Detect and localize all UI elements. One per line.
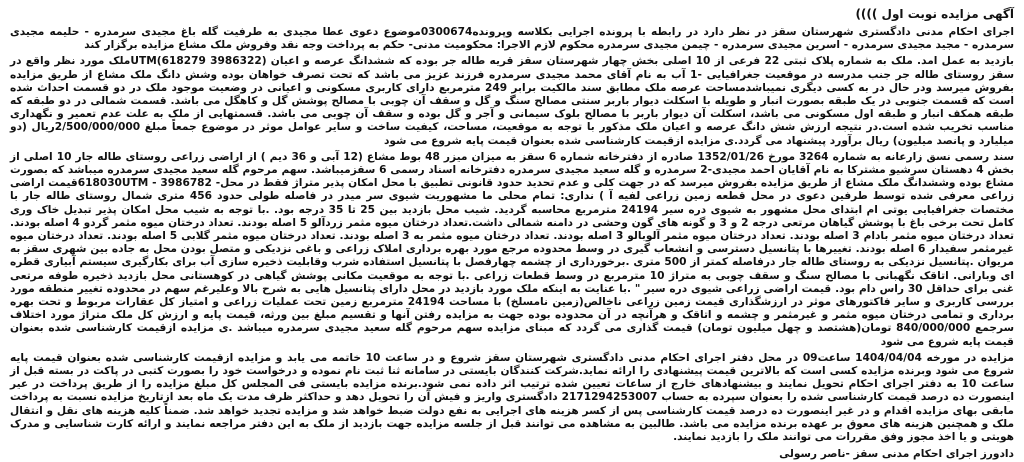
header-paragraph: اجرای احکام مدنی دادگستری شهرستان سقز در نظر دارد در رابطه با پرونده اجرایی بکلاسه وپرونده0300674موضوع دعوی عطا مجیدی به طرفیت گله باغ مجیدی سرمدره - حلیمه مجیدی سرمدره - مجید مجیدی سرمدره - اسرین مجیدی سرمدره - چیمن مجیدی سرمدره محکوم لازم الاجرا: محکومیت مدنی- حکم به پرداخت وجه نقد وفروش ملک مشاع مزایده برگزار کند bbox=[10, 26, 1015, 52]
paragraph-3: مزایده در مورخه 1404/04/04 ساعت09 در محل دفتر اجرای احکام مدنی دادگستری شهرستان سقز شروع و در ساعت 10 خاتمه می یابد و مزایده ازقیمت کارشناسی شده بعنوان قیمت پایه شروع می شود وبرنده مزایده کسی است که بالاترین قیمت پیشنهادی را ارائه نماید.شرکت کنندگان بایستی در سامانه ثنا ثبت نام نموده و درخواست خود را بصورت کتبی در پاکت در بسته قبل از ساعت 10 به دفتر اجرای احکام تحویل نمایند و بیشنهادهای خارج از ساعات تعیین شده ترتیب اثر داده نمی شود.برنده مزایده بایستی فی المجلس کل مبلغ مزایده را از طریق پرداخت در عیر اینصورت ده درصد قیمت کارشناسی شده را بعنوان سپرده به حساب 2171294253007 دادگستری واریز و فیش آن را تحویل دهد و حداکثر ظرف مدت یک ماه بعد ازتاریخ مزایده نسبت به پرداخت مابقی بهای مزایده اقدام و در غیر اینصورت ده درصد قیمت کارشناسی پس از کسر هزینه های اجرایی به نفع دولت ضبط خواهد شد و مزایده تجدید خواهد شد. ضمناً کلیه هزینه های نقل و انتقال ملک و همچنین هزینه های معوق بر عهده برنده مزایده می باشد. طالبین به مشاهده می توانند قبل از جلسه مزایده جهت بازدید از ملک به این دفتر مراجعه نمایند و ارائه کارت شناسایی و مدرک هویتی و یا اخذ مجوز وفق مقررات می توانند ملک را بازدید نمایند. bbox=[10, 351, 1014, 444]
paragraph-1: بازدید به عمل امد. ملک به شماره پلاک ثبتی 22 فرعی از 10 اصلی بخش چهار شهرستان سقز قریه طاله جر بوده که ششدانگ عرصه و اعیان (UTM(618279 3986322ملک مورد نظر واقع در سقز روستای طاله جر جنب مدرسه در موقعیت جغرافیایی -1 آب به نام آقای محمد مجیدی سرمدره فرزند عزیز می باشد که تحت تصرف خواهان بوده وشش دانگ ملک مشاع از طریق مزایده بفروش میرسد ودر حال در به کسی دیگری نمیباشدمساحت عرصه ملک مطابق سند مالکیت برابر 249 مترمربع دارای کاربری مسکونی و اعیانی در وضعیت موجود ملک در دو قسمت احداث شده است که قسمت جنوبی در یک طبقه بصورت انبار و طویله با اسکلت دیوار باربر سنتی مصالح سنگ و گل و سقف آن چوبی با مصالح پوشش گل و کاهگل می باشد. قسمت شمالی در دو طبقه که طبقه همکف انبار و طبقه اول مسکونی می باشد، اسکلت آن دیوار باربر با مصالح بلوک سیمانی و آجر و گل بوده و سقف آن چوبی می باشد. قسمتهایی از ملک به علت عدم تعمیر و نگهداری مناسب تخریب شده است.در نتیجه ارزش شش دانگ عرصه و اعیان ملک مذکور با توجه به موقعیت، مساحت، کیفیت ساخت و سایر عوامل موثر در موضوع جمعاً مبلغ 2/500/000/000ریال (دو میلیارد و پانصد میلیون) ریال برآورد پیشنهاد می گردد.ی مزایده ازقیمت کارشناسی شده بعنوان قیمت پایه شروع می شود bbox=[10, 55, 1014, 147]
paragraph-2: سند رسمی نسق زارعانه به شماره 3264 مورخ 1352/01/26 صادره از دفترخانه شماره 6 سقز به میزان میزر 48 بوط مشاع (12 آبی و 36 دیم ) از اراضی زراعی روستای طاله جار 10 اصلی از بخش 4 دهستان سرشیو مشترکا به نام آقایان احمد مجیدی-2 سرمدره و گله سعید مجیدی سرمدره دفترخانه اسناد رسمی 6 سقزمیباشد. سهم مرحوم گله سعید مجیدی سرمدره میباشد که بصورت مشاع بوده وششدانگ ملک مشاع از طریق مزایده بفروش میرسد که در جهت کلی و عدم تحدید حدود قانونی تطبیق با محل امکان پذیر متراژ فقط در محل- 3986782 - 618030UTMقیمت اراضی زراعی معرفی شده توسط طرفین دعوی در محل قطعه زمین زراعی لفیه آ ) نداری: تمام محلی ما مشهوریت شیوی سر میدر در فاصله طولی حدود 456 متری شمال روستای طاله جار با مختصات جغرافیایی یوتی ام ابتدای محل مشهور به شیوی دره سیر 24194 مترمربع محاسبه گردید. شیب محل بازدید بین 25 تا 35 درجه بود. .با توجه به شیب محل امکان پذیر تبدیل خاک وری کامل تحت برخی باغ با پوشش گیاهان مرتعی درجه 2 و 3 و گونه های گون وحشی در دامنه شمالی داشت.تعداد درختان میوه مثمر زردآلو 5 اصله بودند. تعداد درختان میوه مثمر گردو 4 اصله بودند. تعداد درختان میوه مثمر بادام 3 اصله بودند. تعداد درختان میوه مثمر آلوبالو 3 اصله بودند. تعداد درختان میوه مثمر به 3 اصله بودند. تعداد درختان میوه مثمر گلابی 5 اصله بودند. تعداد درختان میوه غیرمثمر سفیدار 6 اصله بودند. تغییرها با پتانسیل دسترسی و انشعاب گیری در وسط محدوده مرجع مورد بهره برداری املاک زراعی و باغی نزدیکی و متصل بودن محل به جاده بین شهری سقز به مریوان .پتانسیل نزدیکی به روستای طاله جار درفاصله کمتر از 500 متری .برخورداری از چشمه چهارفصل با پتانسیل استفاده شرب وقابلیت ذخیره سازی آب برای بکارگیری سیستم آبیاری قطره ای وبارانی. اتاقک نگهبانی با مصالح سنگ و سقف چوبی به متراژ 10 مترمربع در وسط قطعات زراعی .با توجه به موقعیت مکانی پوشش گیاهی در کوهستانی محل بازدید ذخیره طوفه مرتعی غنی برای حداقل 30 راس دام بود. قیمت اراضی زراعی شیوی دره سیر " .با عنایت به اینکه ملک مورد بازدید در محل دارای پتانسیل هایی به شرح بالا وعلیرغم سهم در محدوده تغییر منطقه مورد بررسی کاربری و سایر فاکتورهای موثر در ارزشگذاری قیمت زمین زراعی ناخالص(زمین نامسلخ) با مساحت 24194 مترمربع زمین تحت عملیات زراعی و امتیاز کل عقارات مربوط و تحت بهره برداری و تمامی درختان میوه مثمر و غیرمثمر و چشمه و اتاقک و هرآنچه در آن محدوده بوده جهت به مزایده رفتن آنها و تقسیم مبلغ بین ورثه، قیمت پایه و ارزش کل ملک متراژ مورد اختلاف سرجمع 840/000/000 تومان(هشتصد و چهل میلیون تومان) قیمت گذاری می گردد که مبنای مزایده سهم مرحوم گله سعید مجیدی سرمدره میباشد .ی مزایده ازقیمت کارشناسی شده بعنوان قیمت پایه شروع می شود bbox=[10, 150, 1015, 348]
notice-title: آگهی مزایده نوبت اول )))) bbox=[855, 7, 1014, 21]
signature: دادورز اجرای احکام مدنی سقز -ناصر رسولی bbox=[779, 448, 1014, 461]
